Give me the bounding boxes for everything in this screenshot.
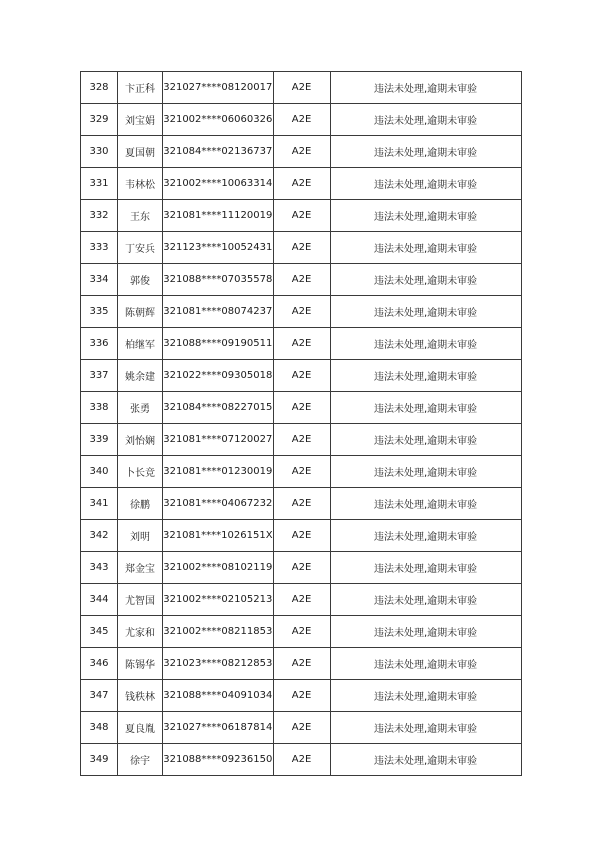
driver-name-cell: 徐宇 — [118, 744, 163, 776]
status-reason-cell: 违法未处理,逾期未审验 — [330, 264, 521, 296]
id-number-cell: 321081****11120019 — [163, 200, 274, 232]
id-number-cell: 321081****04067232 — [163, 488, 274, 520]
license-type-cell: A2E — [273, 616, 330, 648]
row-number-cell: 333 — [81, 232, 118, 264]
table-row — [81, 616, 522, 648]
license-type-cell: A2E — [273, 424, 330, 456]
status-reason-cell: 违法未处理,逾期未审验 — [330, 104, 521, 136]
license-type-cell: A2E — [273, 232, 330, 264]
row-number-cell: 345 — [81, 616, 118, 648]
license-type-cell: A2E — [273, 136, 330, 168]
license-type-cell: A2E — [273, 648, 330, 680]
status-reason-cell: 违法未处理,逾期未审验 — [330, 232, 521, 264]
status-reason-cell: 违法未处理,逾期未审验 — [330, 456, 521, 488]
table-row — [81, 104, 522, 136]
driver-name-cell: 郑金宝 — [118, 552, 163, 584]
driver-name-cell: 夏良胤 — [118, 712, 163, 744]
id-number-cell: 321081****07120027 — [163, 424, 274, 456]
driver-name-cell: 张勇 — [118, 392, 163, 424]
driver-name-cell: 柏继军 — [118, 328, 163, 360]
license-type-cell: A2E — [273, 520, 330, 552]
driver-name-cell: 徐鹏 — [118, 488, 163, 520]
status-reason-cell: 违法未处理,逾期未审验 — [330, 712, 521, 744]
row-number-cell: 330 — [81, 136, 118, 168]
table-row — [81, 232, 522, 264]
id-number-cell: 321002****08211853 — [163, 616, 274, 648]
id-number-cell: 321002****06060326 — [163, 104, 274, 136]
driver-name-cell: 尤家和 — [118, 616, 163, 648]
license-type-cell: A2E — [273, 264, 330, 296]
id-number-cell: 321081****08074237 — [163, 296, 274, 328]
table-row — [81, 328, 522, 360]
license-type-cell: A2E — [273, 168, 330, 200]
id-number-cell: 321027****06187814 — [163, 712, 274, 744]
id-number-cell: 321084****02136737 — [163, 136, 274, 168]
table-row — [81, 648, 522, 680]
id-number-cell: 321123****10052431 — [163, 232, 274, 264]
table-row — [81, 136, 522, 168]
row-number-cell: 349 — [81, 744, 118, 776]
row-number-cell: 341 — [81, 488, 118, 520]
row-number-cell: 339 — [81, 424, 118, 456]
driver-name-cell: 尤智国 — [118, 584, 163, 616]
id-number-cell: 321002****10063314 — [163, 168, 274, 200]
license-type-cell: A2E — [273, 488, 330, 520]
license-type-cell: A2E — [273, 104, 330, 136]
license-type-cell: A2E — [273, 328, 330, 360]
table-row — [81, 584, 522, 616]
status-reason-cell: 违法未处理,逾期未审验 — [330, 72, 521, 104]
table-row — [81, 712, 522, 744]
row-number-cell: 338 — [81, 392, 118, 424]
id-number-cell: 321088****04091034 — [163, 680, 274, 712]
records-table-body — [81, 72, 522, 776]
table-row — [81, 744, 522, 776]
table-row — [81, 424, 522, 456]
driver-name-cell: 陈锡华 — [118, 648, 163, 680]
status-reason-cell: 违法未处理,逾期未审验 — [330, 200, 521, 232]
id-number-cell: 321002****08102119 — [163, 552, 274, 584]
status-reason-cell: 违法未处理,逾期未审验 — [330, 488, 521, 520]
id-number-cell: 321088****07035578 — [163, 264, 274, 296]
table-row — [81, 552, 522, 584]
driver-name-cell: 刘明 — [118, 520, 163, 552]
status-reason-cell: 违法未处理,逾期未审验 — [330, 552, 521, 584]
table-row — [81, 360, 522, 392]
license-type-cell: A2E — [273, 200, 330, 232]
status-reason-cell: 违法未处理,逾期未审验 — [330, 520, 521, 552]
driver-name-cell: 夏国朝 — [118, 136, 163, 168]
status-reason-cell: 违法未处理,逾期未审验 — [330, 392, 521, 424]
status-reason-cell: 违法未处理,逾期未审验 — [330, 328, 521, 360]
driver-name-cell: 钱秩林 — [118, 680, 163, 712]
status-reason-cell: 违法未处理,逾期未审验 — [330, 360, 521, 392]
table-row — [81, 168, 522, 200]
table-row — [81, 520, 522, 552]
row-number-cell: 340 — [81, 456, 118, 488]
license-type-cell: A2E — [273, 296, 330, 328]
driver-name-cell: 王东 — [118, 200, 163, 232]
driver-name-cell: 卞正科 — [118, 72, 163, 104]
table-row — [81, 680, 522, 712]
row-number-cell: 332 — [81, 200, 118, 232]
row-number-cell: 348 — [81, 712, 118, 744]
row-number-cell: 335 — [81, 296, 118, 328]
id-number-cell: 321088****09236150 — [163, 744, 274, 776]
driver-name-cell: 陈朝辉 — [118, 296, 163, 328]
id-number-cell: 321088****09190511 — [163, 328, 274, 360]
table-row — [81, 72, 522, 104]
status-reason-cell: 违法未处理,逾期未审验 — [330, 136, 521, 168]
row-number-cell: 337 — [81, 360, 118, 392]
status-reason-cell: 违法未处理,逾期未审验 — [330, 424, 521, 456]
driver-name-cell: 韦林松 — [118, 168, 163, 200]
status-reason-cell: 违法未处理,逾期未审验 — [330, 648, 521, 680]
row-number-cell: 347 — [81, 680, 118, 712]
row-number-cell: 336 — [81, 328, 118, 360]
row-number-cell: 342 — [81, 520, 118, 552]
status-reason-cell: 违法未处理,逾期未审验 — [330, 744, 521, 776]
table-row — [81, 392, 522, 424]
license-type-cell: A2E — [273, 552, 330, 584]
table-row — [81, 456, 522, 488]
status-reason-cell: 违法未处理,逾期未审验 — [330, 296, 521, 328]
license-type-cell: A2E — [273, 744, 330, 776]
license-type-cell: A2E — [273, 584, 330, 616]
license-type-cell: A2E — [273, 680, 330, 712]
id-number-cell: 321002****02105213 — [163, 584, 274, 616]
license-type-cell: A2E — [273, 456, 330, 488]
driver-name-cell: 姚余建 — [118, 360, 163, 392]
id-number-cell: 321081****01230019 — [163, 456, 274, 488]
status-reason-cell: 违法未处理,逾期未审验 — [330, 168, 521, 200]
records-table — [80, 71, 522, 776]
driver-name-cell: 卜长竞 — [118, 456, 163, 488]
row-number-cell: 331 — [81, 168, 118, 200]
row-number-cell: 344 — [81, 584, 118, 616]
id-number-cell: 321081****1026151X — [163, 520, 274, 552]
row-number-cell: 334 — [81, 264, 118, 296]
driver-name-cell: 刘怡娴 — [118, 424, 163, 456]
driver-name-cell: 郭俊 — [118, 264, 163, 296]
license-type-cell: A2E — [273, 360, 330, 392]
id-number-cell: 321027****08120017 — [163, 72, 274, 104]
table-row — [81, 200, 522, 232]
status-reason-cell: 违法未处理,逾期未审验 — [330, 584, 521, 616]
driver-name-cell: 丁安兵 — [118, 232, 163, 264]
license-type-cell: A2E — [273, 392, 330, 424]
license-type-cell: A2E — [273, 72, 330, 104]
table-row — [81, 488, 522, 520]
row-number-cell: 346 — [81, 648, 118, 680]
id-number-cell: 321022****09305018 — [163, 360, 274, 392]
id-number-cell: 321023****08212853 — [163, 648, 274, 680]
status-reason-cell: 违法未处理,逾期未审验 — [330, 680, 521, 712]
id-number-cell: 321084****08227015 — [163, 392, 274, 424]
table-row — [81, 296, 522, 328]
driver-name-cell: 刘宝娟 — [118, 104, 163, 136]
license-type-cell: A2E — [273, 712, 330, 744]
row-number-cell: 343 — [81, 552, 118, 584]
row-number-cell: 329 — [81, 104, 118, 136]
row-number-cell: 328 — [81, 72, 118, 104]
status-reason-cell: 违法未处理,逾期未审验 — [330, 616, 521, 648]
table-row — [81, 264, 522, 296]
